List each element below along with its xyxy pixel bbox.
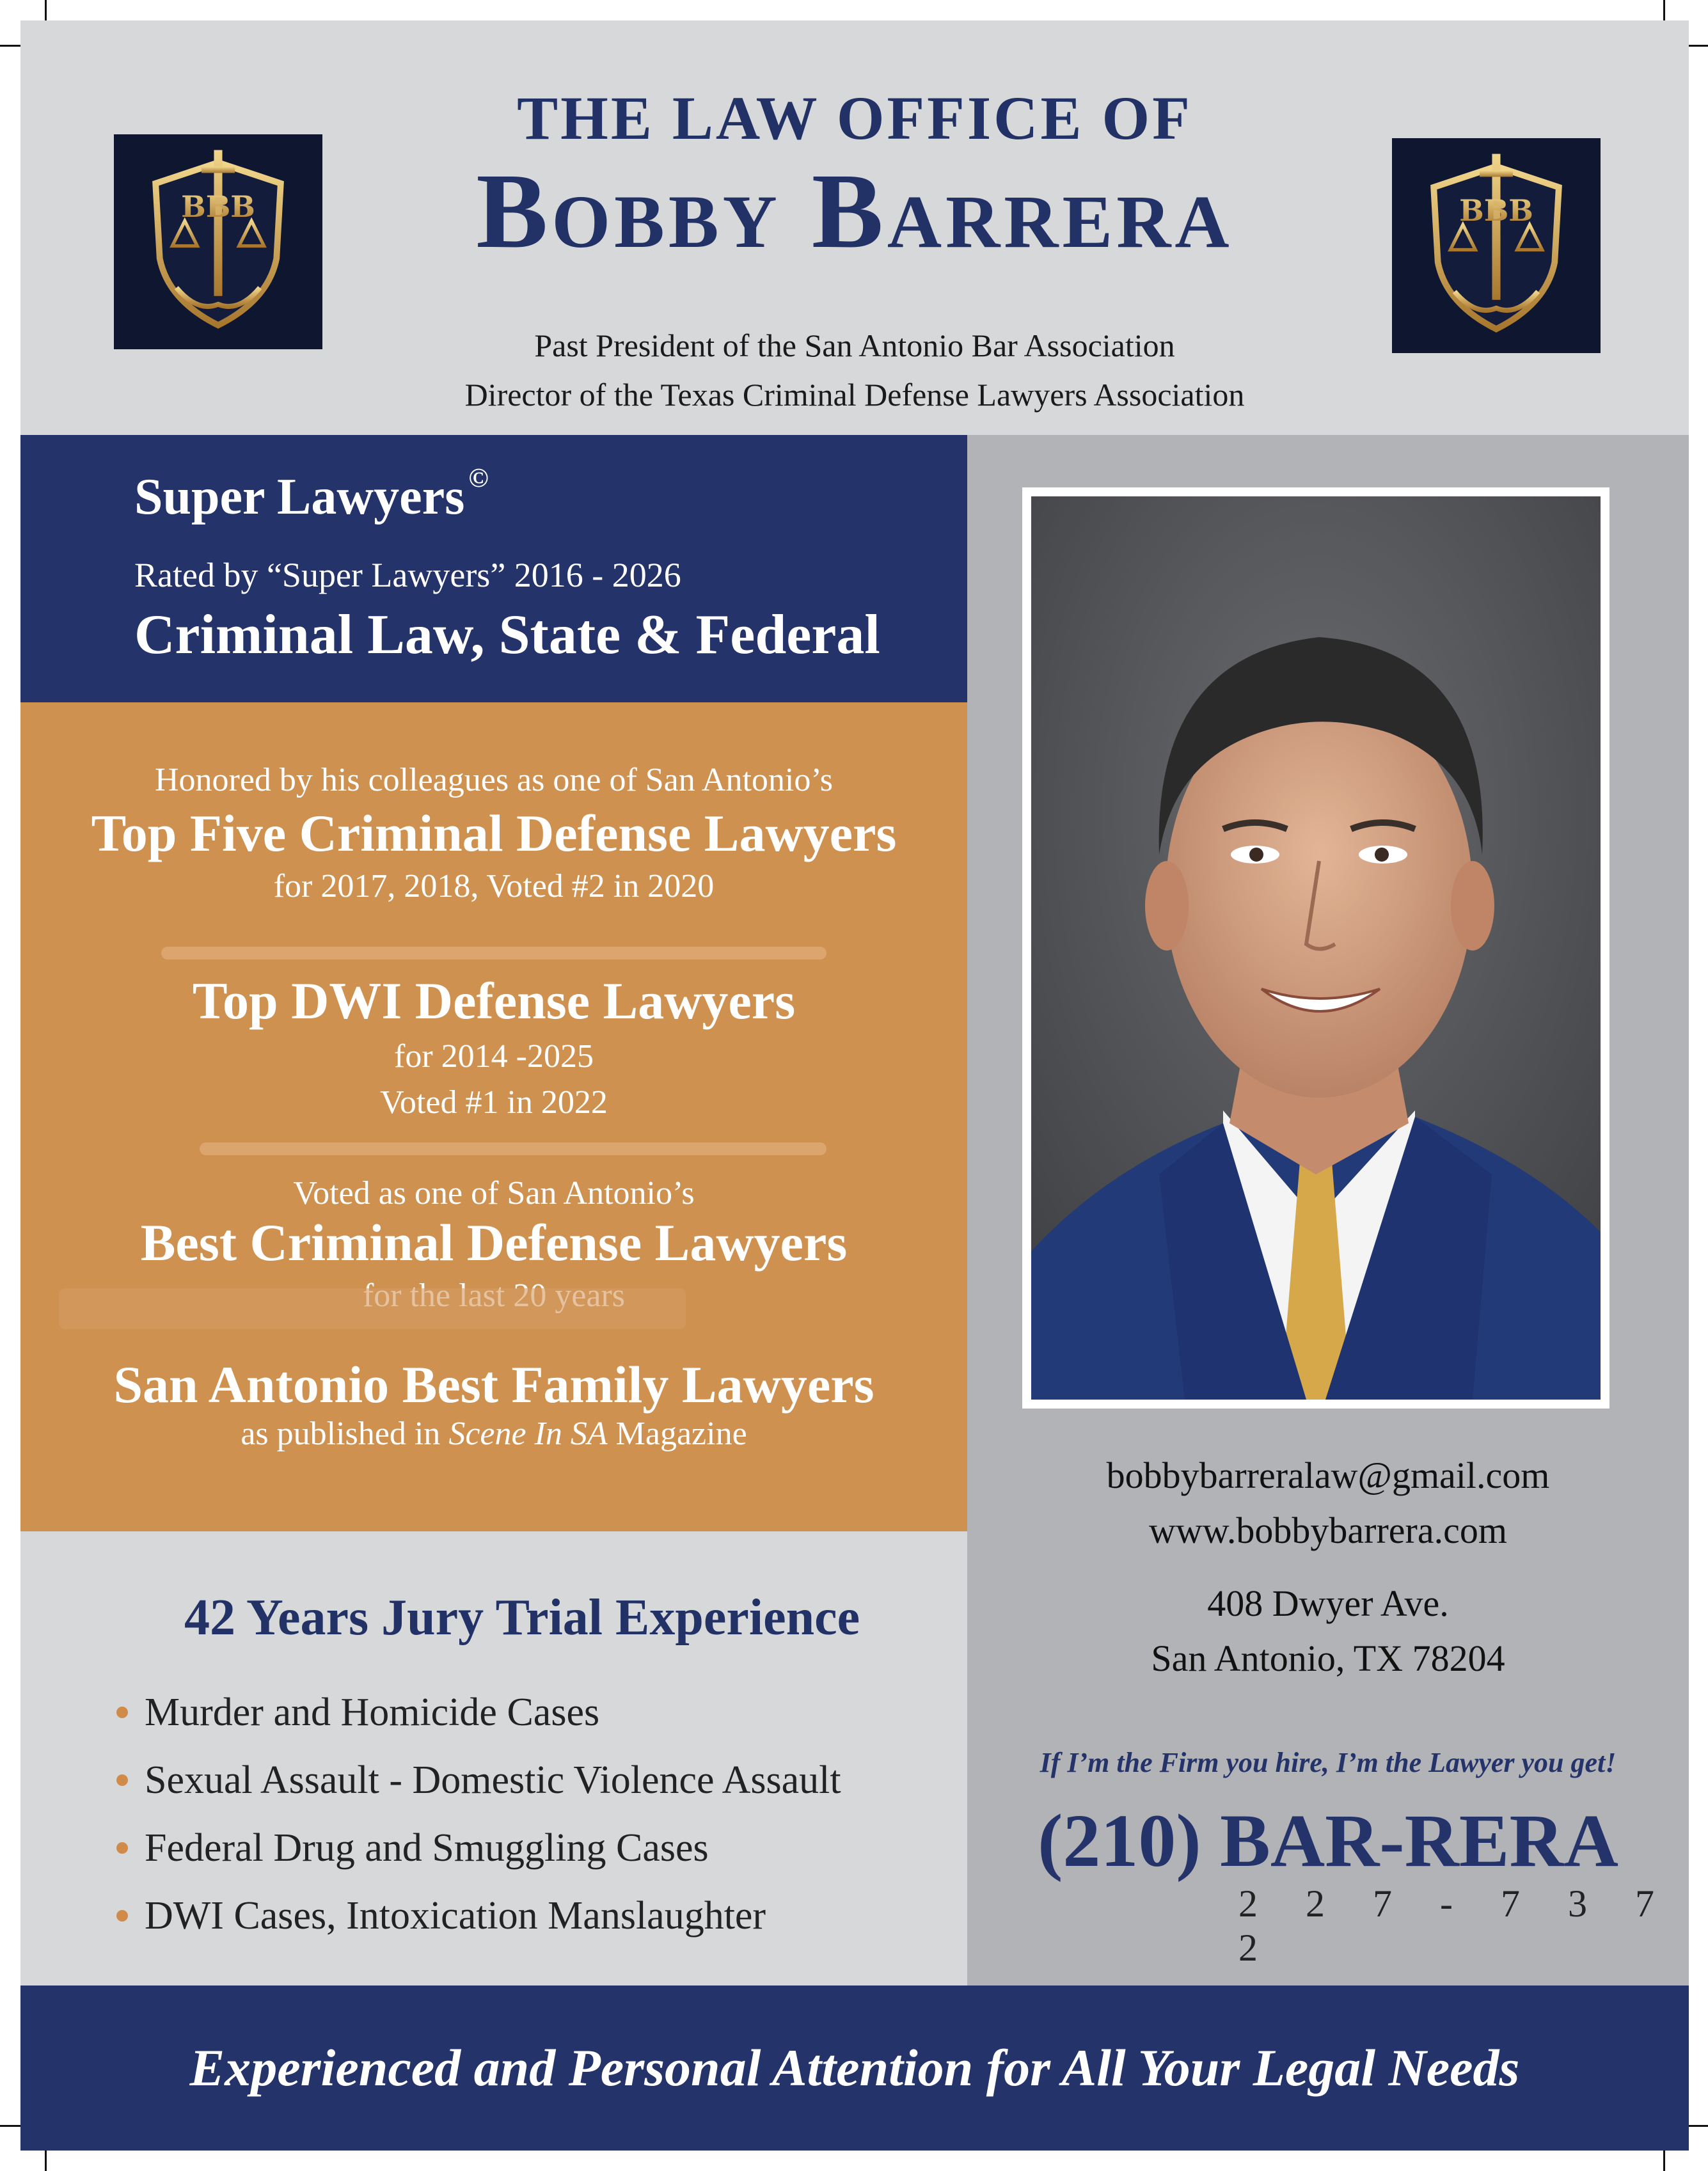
honor-detail-prefix: as published in — [241, 1416, 441, 1453]
portrait-illustration — [1031, 496, 1601, 1400]
experience-panel — [20, 1531, 967, 1985]
bullet-dot-icon — [116, 1707, 128, 1718]
divider — [161, 947, 826, 959]
practice-area: Criminal Law, State & Federal — [134, 604, 880, 666]
credentials — [20, 321, 1689, 420]
credential-bar-president: Past President of the San Antonio Bar Association — [534, 328, 1175, 363]
honor-top-dwi — [20, 971, 967, 1122]
super-lawyers-title — [134, 464, 489, 526]
honor-detail: for 2017, 2018, Voted #2 in 2020 — [273, 868, 715, 905]
honors-panel — [20, 702, 967, 1531]
honor-title: Top DWI Defense Lawyers — [192, 972, 796, 1030]
crop-mark — [1686, 2125, 1708, 2127]
list-item — [116, 1746, 841, 1814]
super-lawyers-rating: Rated by “Super Lawyers” 2016 - 2026 — [134, 556, 681, 594]
firm-title — [20, 84, 1689, 270]
honor-detail-suffix: Magazine — [615, 1416, 747, 1453]
contact-info — [967, 1448, 1689, 1686]
list-item — [116, 1814, 841, 1882]
honor-intro: Honored by his colleagues as one of San Antonio’s — [154, 762, 834, 798]
website-link[interactable]: www.bobbybarrera.com — [1149, 1510, 1507, 1551]
bullet-dot-icon — [116, 1774, 128, 1786]
copyright-mark: © — [468, 464, 489, 493]
crop-mark — [45, 0, 47, 22]
honor-intro: Voted as one of San Antonio’s — [293, 1175, 695, 1212]
phone-digits: 2 2 7 - 7 3 7 2 — [1238, 1883, 1673, 1969]
footer-banner — [20, 1985, 1689, 2151]
honor-family — [20, 1355, 967, 1453]
honor-title: San Antonio Best Family Lawyers — [113, 1355, 874, 1414]
divider — [200, 1142, 826, 1155]
advertisement — [20, 20, 1689, 2151]
honor-top-five — [20, 761, 967, 906]
experience-title: 42 Years Jury Trial Experience — [184, 1590, 860, 1646]
svg-text:BBB: BBB — [1459, 193, 1533, 228]
magazine-name: Scene In SA — [448, 1416, 608, 1453]
case-type: Murder and Homicide Cases — [145, 1690, 600, 1734]
firm-name: Bobby Barrera — [476, 151, 1233, 271]
honor-title: Best Criminal Defense Lawyers — [140, 1213, 848, 1272]
honor-detail: Voted #1 in 2022 — [380, 1084, 608, 1121]
crop-mark — [0, 2125, 22, 2127]
super-lawyers-panel — [20, 435, 967, 702]
case-list — [116, 1678, 841, 1950]
crop-mark — [0, 45, 22, 47]
phone-number[interactable]: (210) BAR-RERA — [1038, 1799, 1618, 1883]
email-link[interactable]: bobbybarreralaw@gmail.com — [1106, 1455, 1550, 1496]
super-lawyers-title-text: Super Lawyers — [134, 469, 465, 525]
portrait-frame — [1022, 487, 1609, 1409]
contact-column — [967, 435, 1689, 1985]
divider — [59, 1288, 686, 1329]
crop-mark — [45, 2149, 47, 2171]
list-item — [116, 1882, 841, 1950]
case-type: DWI Cases, Intoxication Manslaughter — [145, 1893, 766, 1938]
svg-text:BBB: BBB — [181, 189, 255, 224]
crop-mark — [1663, 0, 1665, 22]
honor-detail — [20, 1415, 967, 1453]
list-item — [116, 1678, 841, 1746]
case-type: Federal Drug and Smuggling Cases — [145, 1826, 709, 1870]
address-city: San Antonio, TX 78204 — [1151, 1638, 1505, 1679]
credential-tcdla-director: Director of the Texas Criminal Defense Lawyers Association — [464, 377, 1245, 413]
bullet-dot-icon — [116, 1910, 128, 1922]
crop-mark — [1663, 2149, 1665, 2171]
footer-slogan: Experienced and Personal Attention for All Your Legal Needs — [189, 2039, 1520, 2097]
attorney-portrait — [1031, 496, 1601, 1400]
firm-title-line1: THE LAW OFFICE OF — [517, 84, 1192, 152]
case-type: Sexual Assault - Domestic Violence Assault — [145, 1758, 841, 1802]
bullet-dot-icon — [116, 1842, 128, 1854]
honor-title: Top Five Criminal Defense Lawyers — [91, 803, 897, 862]
honor-detail: for 2014 -2025 — [394, 1038, 594, 1075]
address-street: 408 Dwyer Ave. — [1207, 1583, 1449, 1624]
crop-mark — [1686, 45, 1708, 47]
tagline: If I’m the Firm you hire, I’m the Lawyer you get! — [1040, 1747, 1617, 1778]
